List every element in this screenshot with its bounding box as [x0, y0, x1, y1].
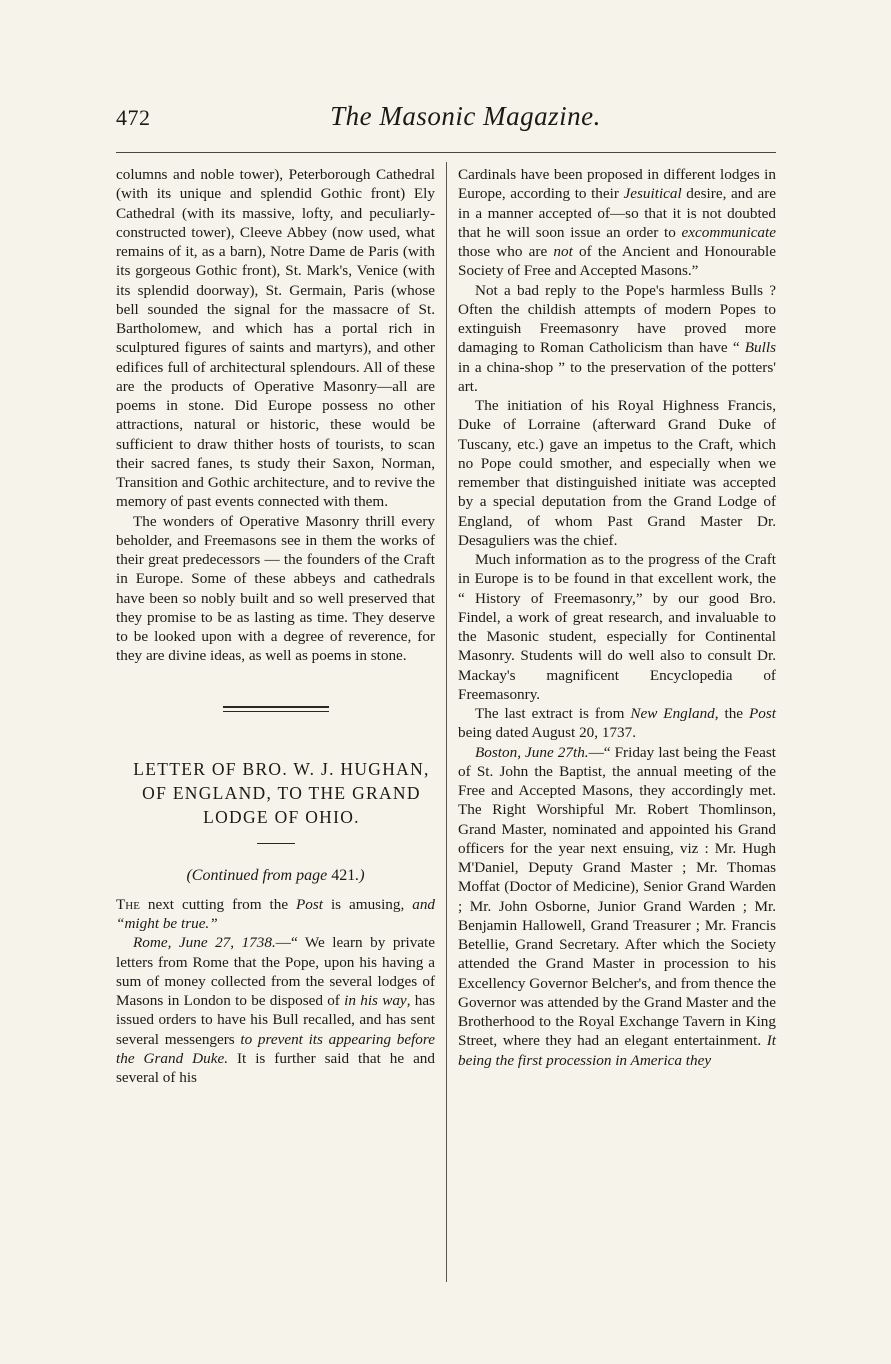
text-run-italic: excommunicate [681, 223, 776, 241]
text-run: The last extract is from [475, 705, 631, 722]
text-run: is amusing, [323, 895, 413, 913]
text-run-italic: It being the first procession in America they [458, 1032, 776, 1069]
text-run: —“ Friday last being the Feast of St. John the Baptist, the annual meeting of the Free and Accepted Masons, they accordingly met. The Right Worshipful Mr. Robert Thomlinson, Grand Master, nominated and appointed his Grand officers for the year next ensuing, viz : Mr. Hugh M'Daniel, Deputy Grand Master ; Mr. Thomas Moffat (Doctor of Medicine), Senior Grand Warden ; Mr. John Osborne, Junior Grand Warden ; Mr. Benjamin Hallowell, Grand Treasurer ; Mr. Francis Betellie, Grand Secretary. After which the Society attended the Grand Master in procession to his Excellency Governor Belcher's, and from thence the Governor was attended by the Grand Master and the Brotherhood to the Royal Exchange Tavern in King Street, where they had an elegant entertainment. [458, 743, 777, 1050]
text-run: next cutting from the [139, 895, 297, 913]
section-double-rule [223, 706, 329, 712]
text-run-italic: Boston, June 27th. [475, 743, 589, 761]
text-run-italic: not [553, 243, 573, 260]
left-paragraph-1: columns and noble tower), Peterborough Cathedral (with its unique and splendid Gothic front) Ely Cathedral (with its massive, lofty, and peculiarly-constructed tower), Cleeve Abbey (now used, what remains of it, as a barn), Notre Dame de Paris (with its gorgeous Gothic front), St. Mark's, Venice (with its splendid doorway), St. Germain, Paris (whose bell sounded the signal for the massacre of St. Bartholomew, and which has a portal rich in sculptured figures of saints and martyrs), and other edifices full of architectural splendours. All of these are the products of Operative Masonry—all are poems in stone. Did Europe possess no other attractions, natural or historic, these would be sufficient to draw thither hosts of tourists, to scan their sacred fanes, ts study their Saxon, Norman, Transition and Gothic architecture, and to revive the memory of past events connected with them. [116, 166, 435, 511]
text-run-italic: New England, [630, 705, 719, 722]
right-paragraph-2 [458, 281, 776, 397]
continued-prefix: (Continued from page [186, 866, 332, 884]
right-paragraph-1 [458, 165, 776, 281]
page-number: 472 [116, 105, 151, 130]
right-paragraph-4: Much information as to the progress of the Craft in Europe is to be found in that excellent work, the “ History of Freemasonry,” by our good Bro. Findel, a work of great research, and invaluable to the Masonic student, especially for Continental Masonry. Students will do well also to consult Dr. Mackay's magnificent Encyclopedia of Freemasonry. [458, 551, 776, 703]
text-run: August 20, 1737. [531, 724, 637, 742]
continued-note [116, 866, 435, 885]
continued-suffix: .) [355, 866, 365, 884]
text-run-italic: and “might be true.” [116, 895, 435, 932]
running-title: The Masonic Magazine. [330, 101, 601, 131]
article-title-line: LETTER OF BRO. W. J. HUGHAN, [133, 758, 430, 779]
text-run: Cardinals have been proposed in different lodges in Europe, according to their [458, 166, 776, 203]
text-run-italic: Rome, June 27, 1738. [133, 934, 276, 952]
text-run-italic: to prevent its appearing before the Grand Duke. [116, 1030, 435, 1067]
text-run: , has issued orders to have his Bull recalled, and has sent several messengers [116, 992, 435, 1048]
header-rule [116, 152, 776, 153]
right-paragraph-3: The initiation of his Royal Highness Francis, Duke of Lorraine (afterward Grand Duke of Tuscany, etc.) gave an impetus to the Craft, which no Pope could smother, and especially when we remember that distinguished initiate was accepted by a special deputation from the Grand Lodge of England, of whom Past Grand Master Dr. Desaguliers was the chief. [458, 397, 776, 549]
right-paragraph-6 [458, 743, 776, 1070]
text-run-italic: Post [296, 895, 324, 913]
drop-word: The [116, 895, 140, 913]
text-run-italic: Jesuitical [623, 185, 682, 203]
page-header [0, 0, 891, 150]
text-run-italic: in his way [344, 992, 407, 1009]
text-run: those who are [458, 243, 554, 260]
right-column [458, 165, 776, 1070]
text-run: of the Ancient and Honourable Society of Free and Accepted Masons.” [458, 243, 776, 280]
left-paragraph-2: The wonders of Operative Masonry thrill every beholder, and Freemasons see in them the works of their great predecessors — the founders of the Craft in Europe. Some of these abbeys and cathedrals have been so nobly built and so well preserved that they promise to be as lasting as time. They deserve to be looked upon with a degree of reverence, for they are divine ideas, as well as poems in stone. [116, 512, 435, 665]
article-title-line: OF ENGLAND, TO THE GRAND [142, 782, 421, 803]
left-paragraph-3 [116, 895, 435, 934]
text-run: Not a bad reply to the Pope's harmless Bulls ? Often the childish attempts of modern Popes to extinguish Freemasonry have proved more damaging to Roman Catholicism than have “ [458, 281, 776, 357]
left-paragraph-4 [116, 933, 435, 1087]
text-run: desire, and are in a manner accepted of—so that it is not doubted that he will soon issue an order to [458, 185, 776, 241]
article-title [116, 757, 435, 829]
text-run: —“ We learn by private letters from Rome that the Pope, upon his having a sum of money collected from the several lodges of Masons in London to be disposed of [116, 934, 436, 1009]
text-run-italic: Bulls [744, 339, 776, 357]
text-run: in a china-shop ” to the preservation of the potters' art. [458, 358, 776, 395]
title-short-rule [257, 843, 295, 844]
left-column [116, 165, 435, 1087]
text-run: It is further said that he and several of his [116, 1049, 435, 1086]
right-paragraph-5 [458, 704, 776, 743]
column-divider [446, 162, 447, 1282]
text-run: being dated [458, 724, 532, 742]
text-run-italic: Post [749, 705, 777, 722]
continued-page: 421 [331, 866, 356, 884]
text-run: the [718, 705, 749, 722]
article-title-line: LODGE OF OHIO. [203, 806, 360, 827]
